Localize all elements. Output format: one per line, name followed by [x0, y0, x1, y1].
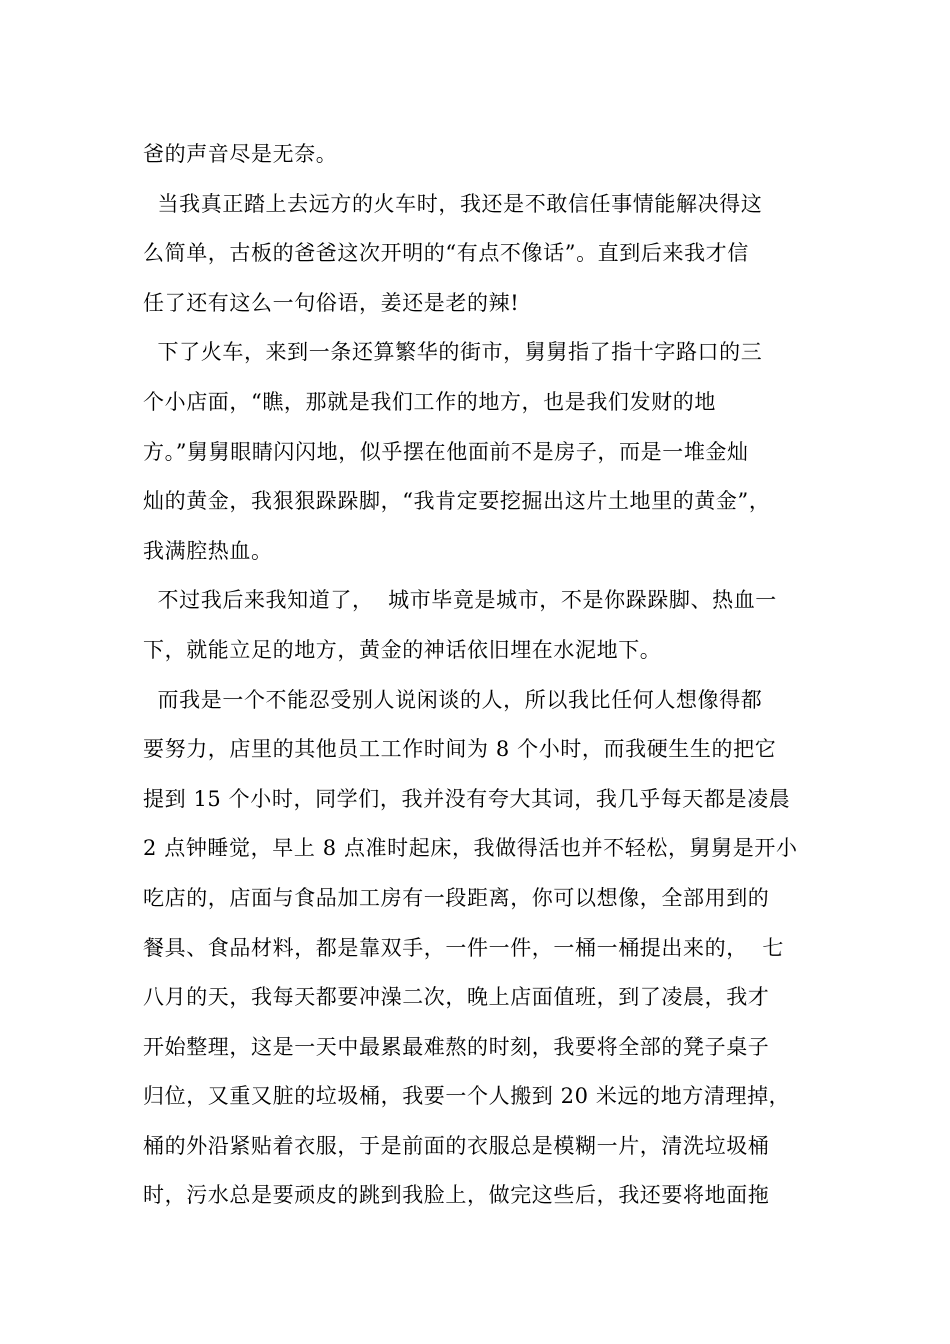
text-line: 我满腔热血。	[143, 538, 273, 563]
text-line: 归位，又重又脏的垃圾桶，我要一个人搬到 20 米远的地方清理掉，	[143, 1084, 791, 1109]
text-line: 不过我后来我知道了， 城市毕竟是城市，不是你跺跺脚、热血一	[143, 588, 777, 613]
text-line: 开始整理，这是一天中最累最难熬的时刻，我要将全部的凳子桌子	[143, 1034, 770, 1059]
text-line: 餐具、食品材料，都是靠双手，一件一件，一桶一桶提出来的， 七	[143, 935, 784, 960]
text-line: 而我是一个不能忍受别人说闲谈的人，所以我比任何人想像得都	[143, 687, 763, 712]
text-line: 时，污水总是要顽皮的跳到我脸上，做完这些后，我还要将地面拖	[143, 1183, 770, 1208]
text-line: 个小店面，“瞧，那就是我们工作的地方，也是我们发财的地	[143, 389, 716, 414]
text-line: 灿的黄金，我狠狠跺跺脚，“我肯定要挖掘出这片土地里的黄金”，	[143, 489, 771, 514]
document-body	[143, 130, 823, 1221]
text-line: 方。”舅舅眼睛闪闪地，似乎摆在他面前不是房子，而是一堆金灿	[143, 439, 749, 464]
text-line: 么简单，古板的爸爸这次开明的“有点不像话”。直到后来我才信	[143, 241, 749, 266]
text-line: 任了还有这么一句俗语，姜还是老的辣!	[143, 290, 520, 315]
text-line: 要努力，店里的其他员工工作时间为 8 个小时，而我硬生生的把它	[143, 737, 777, 762]
text-line: 当我真正踏上去远方的火车时，我还是不敢信任事情能解决得这	[143, 191, 763, 216]
text-line: 下，就能立足的地方，黄金的神话依旧埋在水泥地下。	[143, 637, 662, 662]
text-line: 八月的天，我每天都要冲澡二次，晚上店面值班，到了凌晨，我才	[143, 985, 770, 1010]
text-line: 桶的外沿紧贴着衣服，于是前面的衣服总是模糊一片，清洗垃圾桶	[143, 1133, 770, 1158]
text-line: 提到 15 个小时，同学们，我并没有夸大其词，我几乎每天都是凌晨	[143, 786, 791, 811]
text-line: 2 点钟睡觉，早上 8 点准时起床，我做得活也并不轻松，舅舅是开小	[143, 836, 798, 861]
text-line: 吃店的，店面与食品加工房有一段距离，你可以想像，全部用到的	[143, 885, 770, 910]
text-line: 下了火车，来到一条还算繁华的街市，舅舅指了指十字路口的三	[143, 340, 763, 365]
text-line: 爸的声音尽是无奈。	[143, 142, 338, 166]
